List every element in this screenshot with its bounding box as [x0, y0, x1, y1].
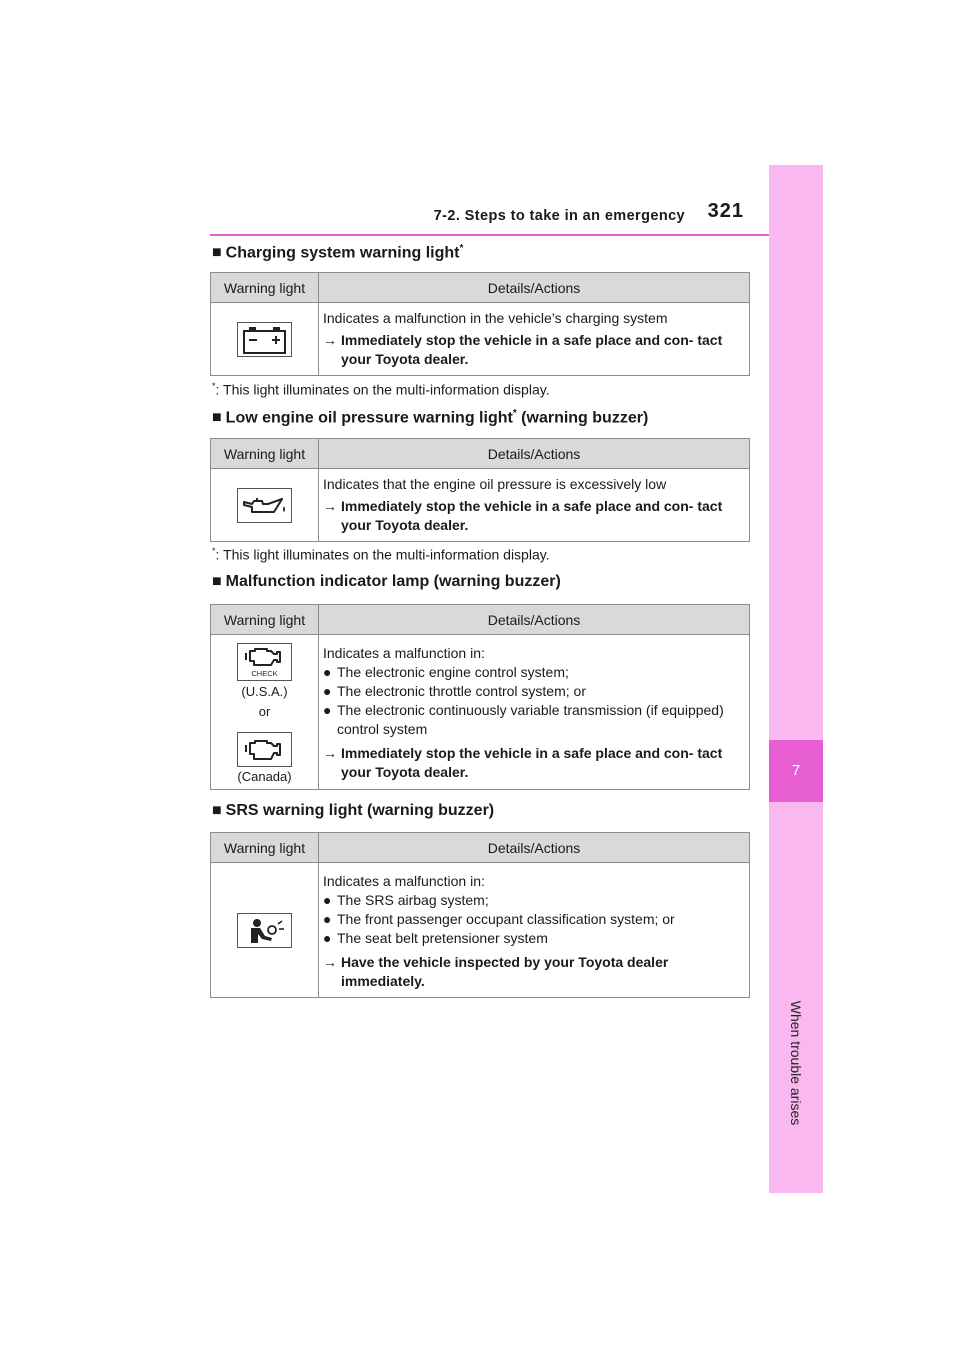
or-text: or — [258, 704, 271, 719]
details-cell — [319, 469, 750, 542]
table-header-row — [211, 273, 750, 303]
icon-cell — [211, 303, 319, 376]
chapter-sidebar — [769, 165, 823, 1193]
icon-cell — [211, 863, 319, 998]
action-text: → Immediately stop the vehicle in a safe place and con- tact your Toyota dealer. — [323, 498, 723, 533]
details-cell — [319, 303, 750, 376]
chapter-title: When trouble arises — [788, 1000, 804, 1126]
section-header: 7-2. Steps to take in an emergency — [433, 208, 685, 224]
icon-cell — [211, 635, 319, 790]
list-item: ● The seat belt pretensioner system — [323, 930, 548, 946]
table-row — [211, 863, 750, 998]
arrow-icon: → — [323, 498, 337, 514]
heading-malfunction-indicator: ■ Malfunction indicator lamp (warning buzzer) — [212, 573, 561, 590]
icon-cell — [211, 469, 319, 542]
header-rule — [210, 234, 769, 236]
description-text: Indicates a malfunction in the vehicle’s charging system — [323, 310, 668, 326]
bullet-icon: ● — [323, 911, 332, 927]
airbag-icon — [237, 913, 292, 948]
chapter-number-tab[interactable]: 7 — [769, 740, 823, 802]
col-header-details: Details/Actions — [319, 833, 750, 863]
check-label: CHECK — [251, 669, 278, 678]
bullet-icon: ● — [323, 664, 332, 680]
description-text: Indicates that the engine oil pressure is excessively low — [323, 476, 667, 492]
col-header-warning-light: Warning light — [211, 439, 319, 469]
heading-oil-pressure: ■ Low engine oil pressure warning light* (warning buzzer) — [212, 408, 649, 427]
list-item: ● The electronic engine control system; — [323, 664, 569, 680]
table-row — [211, 469, 750, 542]
col-header-details: Details/Actions — [319, 605, 750, 635]
table-malfunction-indicator — [210, 604, 750, 790]
list-item: ● The front passenger occupant classification system; or — [323, 911, 675, 927]
table-row — [211, 635, 750, 790]
list-item: ● The SRS airbag system; — [323, 892, 489, 908]
table-header-row — [211, 605, 750, 635]
col-header-warning-light: Warning light — [211, 273, 319, 303]
arrow-icon: → — [323, 745, 337, 761]
bullet-icon: ● — [323, 930, 332, 946]
list-item: ● The electronic continuously variable transmission (if equipped) control system — [323, 702, 724, 737]
heading-charging-system: ■ Charging system warning light* — [212, 243, 464, 262]
footnote: *: This light illuminates on the multi-information display. — [212, 546, 550, 563]
arrow-icon: → — [323, 332, 337, 348]
bullet-icon: ● — [323, 683, 332, 699]
check-engine-icon-canada — [237, 732, 292, 767]
col-header-details: Details/Actions — [319, 273, 750, 303]
details-cell — [319, 635, 750, 790]
action-text: → Immediately stop the vehicle in a safe place and con- tact your Toyota dealer. — [323, 745, 723, 780]
action-text: → Have the vehicle inspected by your Toyota dealer immediately. — [323, 954, 669, 989]
footnote: *: This light illuminates on the multi-information display. — [212, 381, 550, 398]
heading-srs-warning: ■ SRS warning light (warning buzzer) — [212, 802, 495, 819]
list-item: ● The electronic throttle control system; or — [323, 683, 586, 699]
caption-usa: (U.S.A.) — [241, 684, 288, 699]
bullet-icon: ● — [323, 892, 332, 908]
col-header-details: Details/Actions — [319, 439, 750, 469]
bullet-icon: ● — [323, 702, 332, 718]
table-oil-pressure — [210, 438, 750, 542]
table-header-row — [211, 833, 750, 863]
table-row — [211, 303, 750, 376]
action-text: → Immediately stop the vehicle in a safe place and con- tact your Toyota dealer. — [323, 332, 723, 367]
battery-icon — [237, 322, 292, 357]
oil-can-icon — [237, 488, 292, 523]
check-engine-icon-usa — [237, 643, 292, 681]
page-number: 321 — [707, 200, 744, 222]
col-header-warning-light: Warning light — [211, 833, 319, 863]
table-srs-warning — [210, 832, 750, 998]
description-text: Indicates a malfunction in: — [323, 645, 485, 661]
details-cell — [319, 863, 750, 998]
table-header-row — [211, 439, 750, 469]
col-header-warning-light: Warning light — [211, 605, 319, 635]
table-charging-system — [210, 272, 750, 376]
caption-canada: (Canada) — [237, 769, 292, 784]
description-text: Indicates a malfunction in: — [323, 873, 485, 889]
arrow-icon: → — [323, 954, 337, 970]
